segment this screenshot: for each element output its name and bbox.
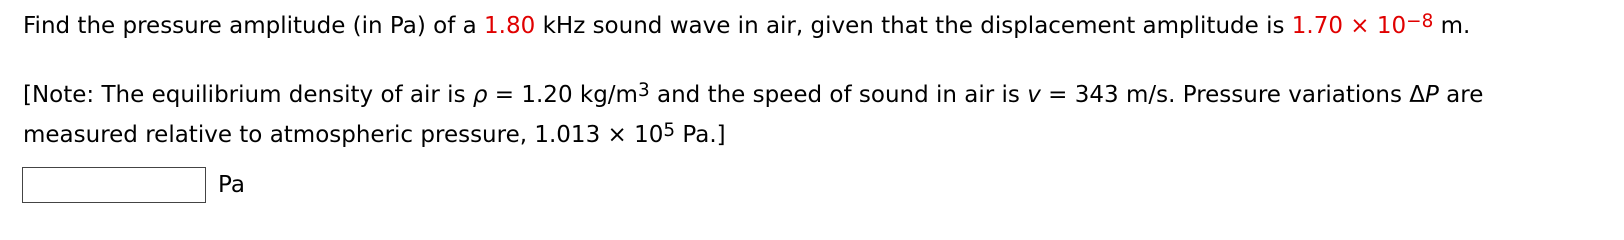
note-part-c: and the speed of sound in air is bbox=[649, 82, 1028, 108]
atmospheric-exponent: 5 bbox=[663, 119, 676, 141]
displacement-value bbox=[1291, 10, 1434, 39]
density-exponent: 3 bbox=[637, 79, 650, 101]
p-symbol: P bbox=[1424, 82, 1439, 108]
displacement-times: × 10 bbox=[1342, 13, 1407, 39]
question-part-2: kHz sound wave in air, given that the displacement amplitude is bbox=[535, 13, 1292, 39]
note-end: Pa.] bbox=[675, 122, 726, 148]
question-part-3: m. bbox=[1433, 13, 1471, 39]
note-speed: = 343 m/s. Pressure variations Δ bbox=[1040, 82, 1425, 108]
answer-row bbox=[22, 167, 245, 203]
frequency-value: 1.80 bbox=[484, 13, 536, 39]
note-line-1 bbox=[23, 79, 1484, 108]
note-atmospheric: measured relative to atmospheric pressure, 1.013 × 10 bbox=[23, 122, 664, 148]
displacement-exponent: −8 bbox=[1406, 10, 1434, 32]
note-density: = 1.20 kg/m bbox=[487, 82, 638, 108]
question-part-1: Find the pressure amplitude (in Pa) of a bbox=[23, 13, 485, 39]
question-text bbox=[23, 10, 1471, 39]
displacement-mantissa: 1.70 bbox=[1291, 13, 1343, 39]
note-line-2 bbox=[23, 119, 726, 148]
v-symbol: v bbox=[1027, 82, 1041, 108]
answer-unit: Pa bbox=[218, 172, 245, 198]
answer-input[interactable] bbox=[22, 167, 206, 203]
note-part-e: are bbox=[1438, 82, 1484, 108]
note-part-a: [Note: The equilibrium density of air is bbox=[23, 82, 473, 108]
rho-symbol: ρ bbox=[472, 82, 488, 108]
